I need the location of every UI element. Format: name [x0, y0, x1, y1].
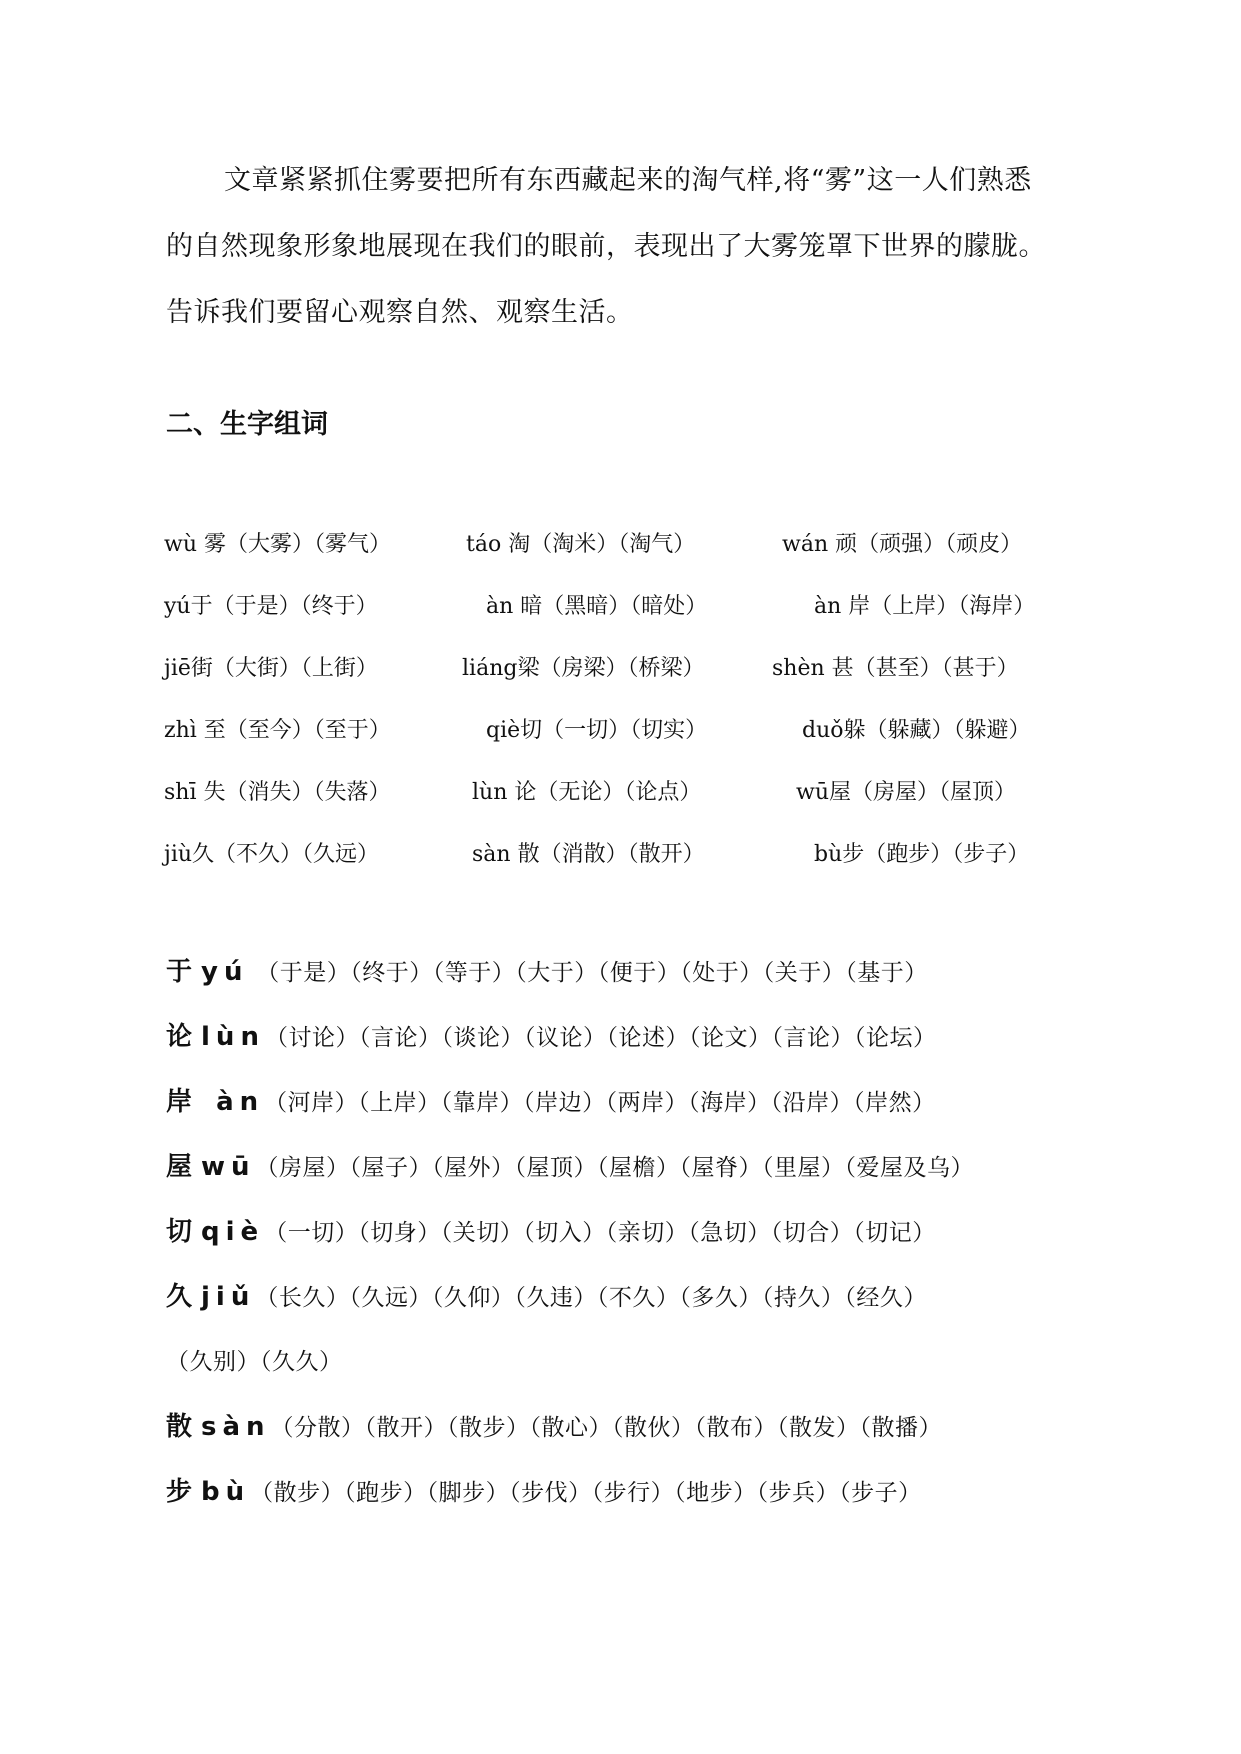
word-row-char: 久 [166, 1282, 194, 1312]
word-row-char: 屋 [166, 1152, 194, 1182]
word-row-char: 切 [166, 1217, 194, 1247]
grid-cell: táo 淘（淘米）（淘气） [466, 532, 696, 557]
word-row-pinyin: àn [201, 1087, 265, 1117]
word-row-continuation [166, 1345, 343, 1381]
word-row-words: （于是）（终于）（等于）（大于）（便于）（处于）（关于）（基于） [248, 960, 928, 986]
word-row [166, 1215, 936, 1252]
paragraph-line-1: 文章紧紧抓住雾要把所有东西藏起来的淘气样,将“雾”这一人们熟悉 [224, 165, 1032, 196]
paragraph-line-2: 的自然现象形象地展现在我们的眼前，表现出了大雾笼罩下世界的朦胧。 [166, 231, 1046, 262]
grid-cell: àn 岸（上岸）（海岸） [814, 594, 1036, 619]
word-row-words: （分散）（散开）（散步）（散心）（散伙）（散布）（散发）（散播） [270, 1415, 943, 1441]
grid-cell: sàn 散（消散）（散开） [472, 842, 705, 867]
word-row-pinyin: lùn [201, 1022, 265, 1052]
word-row [166, 955, 928, 992]
grid-cell: shī 失（消失）（失落） [164, 780, 391, 805]
word-row [166, 1085, 936, 1122]
word-row-char: 步 [166, 1477, 194, 1507]
word-row [166, 1150, 974, 1187]
word-row-pinyin: bù [201, 1477, 251, 1507]
word-row [166, 1475, 922, 1512]
word-row-char: 散 [166, 1412, 194, 1442]
word-row-words: （河岸）（上岸）（靠岸）（岸边）（两岸）（海岸）（沿岸）（岸然） [264, 1090, 936, 1116]
grid-cell: bù步（跑步）（步子） [814, 842, 1030, 867]
word-row-words: （久别）（久久） [166, 1349, 343, 1375]
grid-cell: qiè切（一切）（切实） [486, 718, 708, 743]
word-row-pinyin: yú [201, 957, 249, 987]
grid-cell: zhì 至（至今）（至于） [164, 718, 391, 743]
grid-cell: jiù久（不久）（久远） [164, 842, 380, 867]
grid-cell: liáng梁（房梁）（桥梁） [462, 656, 705, 681]
word-row [166, 1020, 936, 1057]
grid-cell: àn 暗（黑暗）（暗处） [486, 594, 708, 619]
word-row-pinyin: jiǔ [201, 1282, 256, 1312]
grid-cell: wù 雾（大雾）（雾气） [164, 532, 391, 557]
word-row-pinyin: qiè [201, 1217, 265, 1247]
word-row-char: 岸 [166, 1087, 194, 1117]
grid-cell: shèn 甚（甚至）（甚于） [772, 656, 1019, 681]
word-row-pinyin: wū [201, 1152, 256, 1182]
word-row-char: 于 [166, 957, 194, 987]
grid-cell: wán 顽（顽强）（顽皮） [782, 532, 1023, 557]
section-heading: 二、生字组词 [166, 409, 328, 440]
word-row-words: （房屋）（屋子）（屋外）（屋顶）（屋檐）（屋脊）（里屋）（爱屋及乌） [255, 1155, 975, 1181]
word-row-char: 论 [166, 1022, 194, 1052]
word-row [166, 1410, 942, 1447]
grid-cell: duǒ躲（躲藏）（躲避） [802, 718, 1031, 743]
grid-cell: wū屋（房屋）（屋顶） [796, 780, 1017, 805]
word-row-words: （讨论）（言论）（谈论）（议论）（论述）（论文）（言论）（论坛） [264, 1025, 937, 1051]
word-row-words: （一切）（切身）（关切）（切入）（亲切）（急切）（切合）（切记） [264, 1220, 936, 1246]
word-row-words: （散步）（跑步）（脚步）（步伐）（步行）（地步）（步兵）（步子） [250, 1480, 922, 1506]
grid-cell: lùn 论（无论）（论点） [472, 780, 702, 805]
grid-cell: jiē街（大街）（上街） [164, 656, 378, 681]
word-row-pinyin: sàn [201, 1412, 271, 1442]
grid-cell: yú于（于是）（终于） [164, 594, 378, 619]
paragraph-line-3: 告诉我们要留心观察自然、观察生活。 [166, 297, 634, 328]
word-row [166, 1280, 927, 1317]
word-row-words: （长久）（久远）（久仰）（久违）（不久）（多久）（持久）（经久） [255, 1285, 927, 1311]
